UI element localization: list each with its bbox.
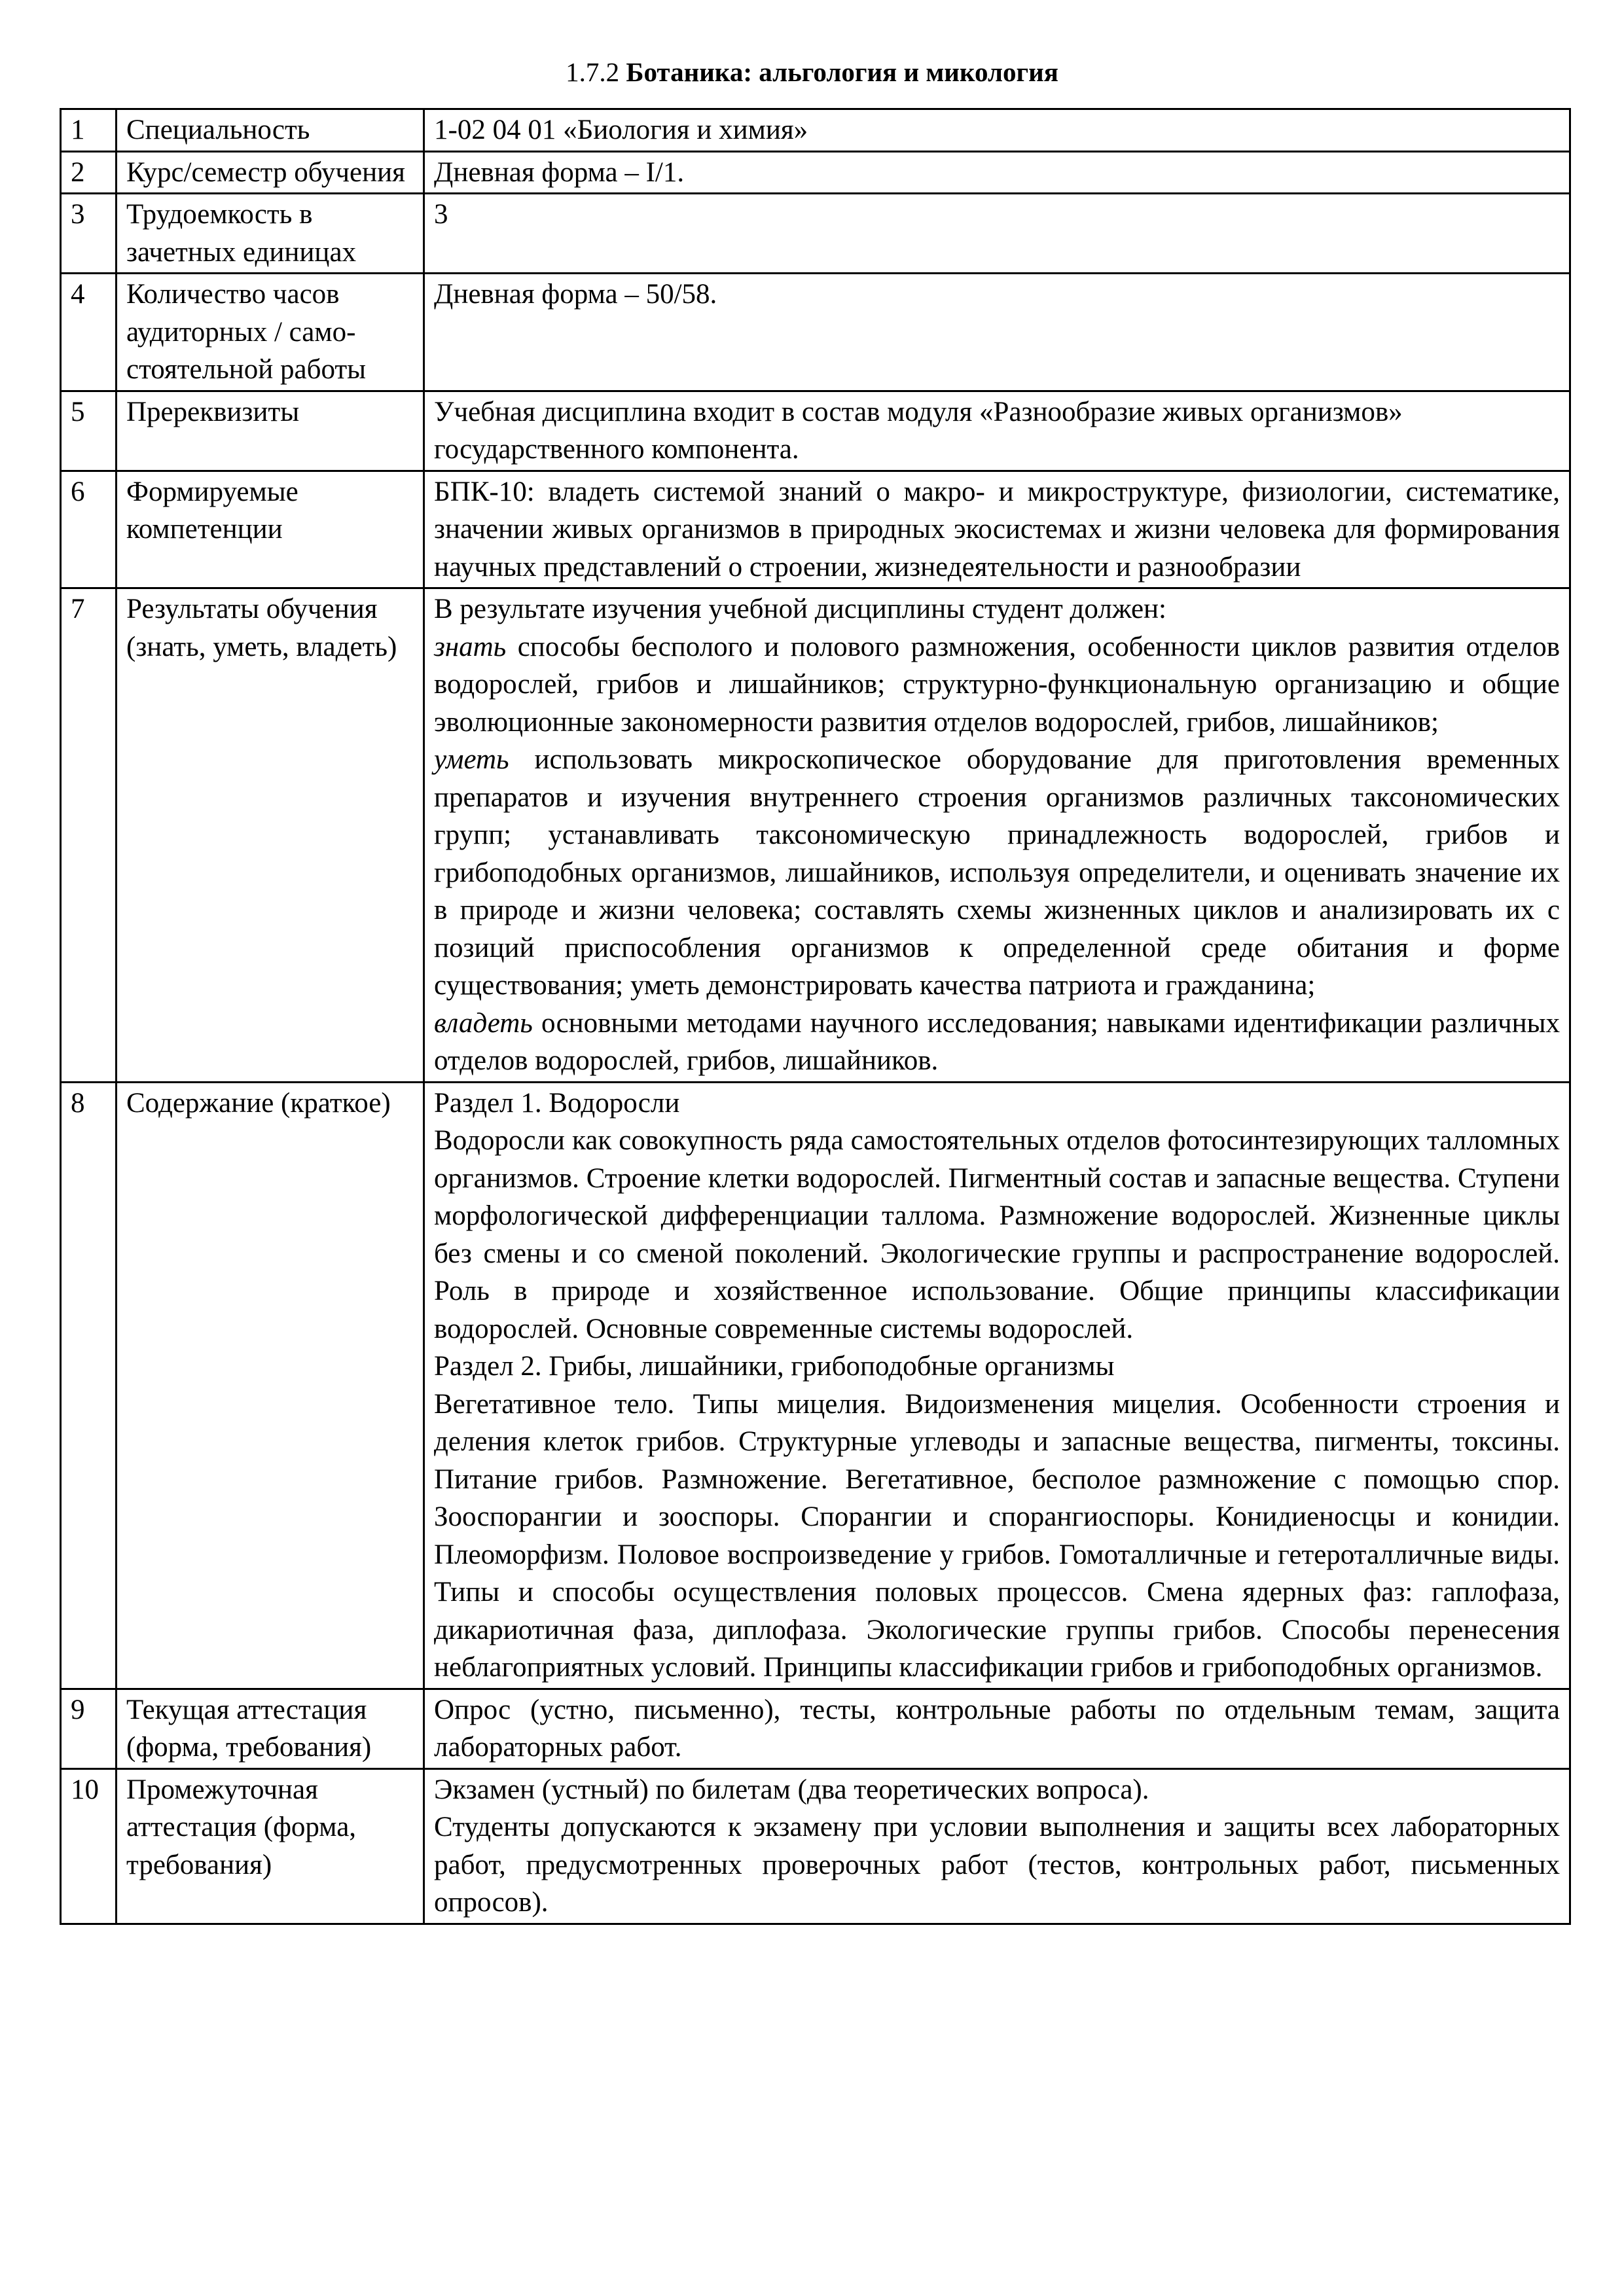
table-row: [61, 274, 1570, 391]
row-number: 5: [61, 391, 117, 471]
table-row: [61, 1689, 1570, 1768]
title-number: 1.7.2: [566, 57, 620, 87]
row-label: Количество часов аудиторных / само-стоятельной работы: [117, 274, 424, 391]
section-1-title: Раздел 1. Водоросли: [434, 1087, 680, 1119]
row-value: 1-02 04 01 «Биология и химия»: [424, 109, 1570, 152]
row-number: 6: [61, 471, 117, 588]
table-row: [61, 151, 1570, 194]
outcomes-can: [434, 741, 1560, 1005]
course-content: [424, 1082, 1570, 1689]
row-number: 1: [61, 109, 117, 152]
row-number: 7: [61, 588, 117, 1083]
intermediate-assessment: [424, 1768, 1570, 1924]
row-label: Формируемые компетенции: [117, 471, 424, 588]
table-row: [61, 1082, 1570, 1689]
table-row: [61, 471, 1570, 588]
row-value: Дневная форма – I/1.: [424, 151, 1570, 194]
row-value: Опрос (устно, письменно), тесты, контрольные работы по отдельным темам, защита лабораторных работ.: [424, 1689, 1570, 1768]
page-title: [0, 54, 1624, 90]
title-text: Ботаника: альгология и микология: [626, 57, 1058, 87]
exam-admission: Студенты допускаются к экзамену при условии выполнения и защиты всех лабораторных работ, предусмотренных проверочных работ (тестов, контрольных работ, письменных опросов).: [434, 1812, 1560, 1918]
row-label: Трудоемкость в зачетных единицах: [117, 194, 424, 274]
can-text: использовать микроскопическое оборудование для приготовления временных препаратов и изучения внутреннего строения организмов различных таксономических групп; устанавливать таксономическую принадлежность водорослей, грибов и грибоподобных организмов, лишайников, используя определители, и оценивать значение их в природе и жизни человека; составлять схемы жизненных циклов и анализировать их с позиций приспособления организмов к определенной среде обитания и форме существования; уметь демонстрировать качества патриота и гражданина;: [434, 744, 1560, 1001]
own-term: владеть: [434, 1007, 533, 1039]
row-label: Курс/семестр обучения: [117, 151, 424, 194]
table-row: [61, 1768, 1570, 1924]
know-text: способы бесполого и полового размножения, особенности циклов развития отделов водорослей, грибов и лишайников; структурно-функциональную организацию и общие эволюционные закономерности развития отделов водорослей, грибов, лишайников;: [434, 631, 1560, 738]
row-label: Текущая аттестация (форма, требования): [117, 1689, 424, 1768]
row-value: БПК-10: владеть системой знаний о макро- и микроструктуре, физиологии, систематике, значении живых организмов в природных экосистемах и жизни человека для формирования научных представлений о строении, жизнедеятельности и разнообразии: [424, 471, 1570, 588]
exam-format: Экзамен (устный) по билетам (два теоретических вопроса).: [434, 1774, 1149, 1805]
outcomes-intro: В результате изучения учебной дисциплины студент должен:: [434, 594, 1167, 624]
row-label: Содержание (краткое): [117, 1082, 424, 1689]
row-number: 4: [61, 274, 117, 391]
row-label: Результаты обучения (знать, уметь, владеть): [117, 588, 424, 1083]
outcomes-own: [434, 1005, 1560, 1080]
learning-outcomes: [424, 588, 1570, 1083]
row-number: 8: [61, 1082, 117, 1689]
table-row: [61, 194, 1570, 274]
row-number: 3: [61, 194, 117, 274]
row-label: Пререквизиты: [117, 391, 424, 471]
row-number: 10: [61, 1768, 117, 1924]
row-label: Специальность: [117, 109, 424, 152]
section-2-text: Вегетативное тело. Типы мицелия. Видоизменения мицелия. Особенности строения и деления клеток грибов. Структурные углеводы и запасные вещества, пигменты, токсины. Питание грибов. Размножение. Вегетативное, бесполое размножение с помощью спор. Зооспорангии и зооспоры. Спорангии и спорангиоспоры. Конидиеносцы и конидии. Плеоморфизм. Половое воспроизведение у грибов. Гомоталличные и гетероталличные виды. Типы и способы осуществления половых процессов. Смена ядерных фаз: гаплофаза, дикариотичная фаза, диплофаза. Экологические группы грибов. Способы перенесения неблагоприятных условий. Принципы классификации грибов и грибоподобных организмов.: [434, 1388, 1560, 1683]
row-value: Учебная дисциплина входит в состав модуля «Разнообразие живых организмов» государственного компонента.: [424, 391, 1570, 471]
section-2-title: Раздел 2. Грибы, лишайники, грибоподобные организмы: [434, 1351, 1115, 1382]
row-label: Промежуточная аттестация (форма, требования): [117, 1768, 424, 1924]
row-number: 2: [61, 151, 117, 194]
row-value: 3: [424, 194, 1570, 274]
section-1-text: Водоросли как совокупность ряда самостоятельных отделов фотосинтезирующих талломных организмов. Строение клетки водорослей. Пигментный состав и запасные вещества. Ступени морфологической дифференциации таллома. Размножение водорослей. Жизненные циклы без смены и со сменой поколений. Экологические группы и распространение водорослей. Роль в природе и хозяйственное использование. Общие принципы классификации водорослей. Основные современные системы водорослей.: [434, 1125, 1560, 1344]
know-term: знать: [434, 631, 507, 662]
own-text: основными методами научного исследования; навыками идентификации различных отделов водорослей, грибов, лишайников.: [434, 1007, 1560, 1076]
syllabus-table: [60, 108, 1571, 1925]
table-row: [61, 109, 1570, 152]
table-row: [61, 588, 1570, 1083]
table-row: [61, 391, 1570, 471]
row-value: Дневная форма – 50/58.: [424, 274, 1570, 391]
outcomes-know: [434, 628, 1560, 742]
row-number: 9: [61, 1689, 117, 1768]
can-term: уметь: [434, 744, 509, 775]
